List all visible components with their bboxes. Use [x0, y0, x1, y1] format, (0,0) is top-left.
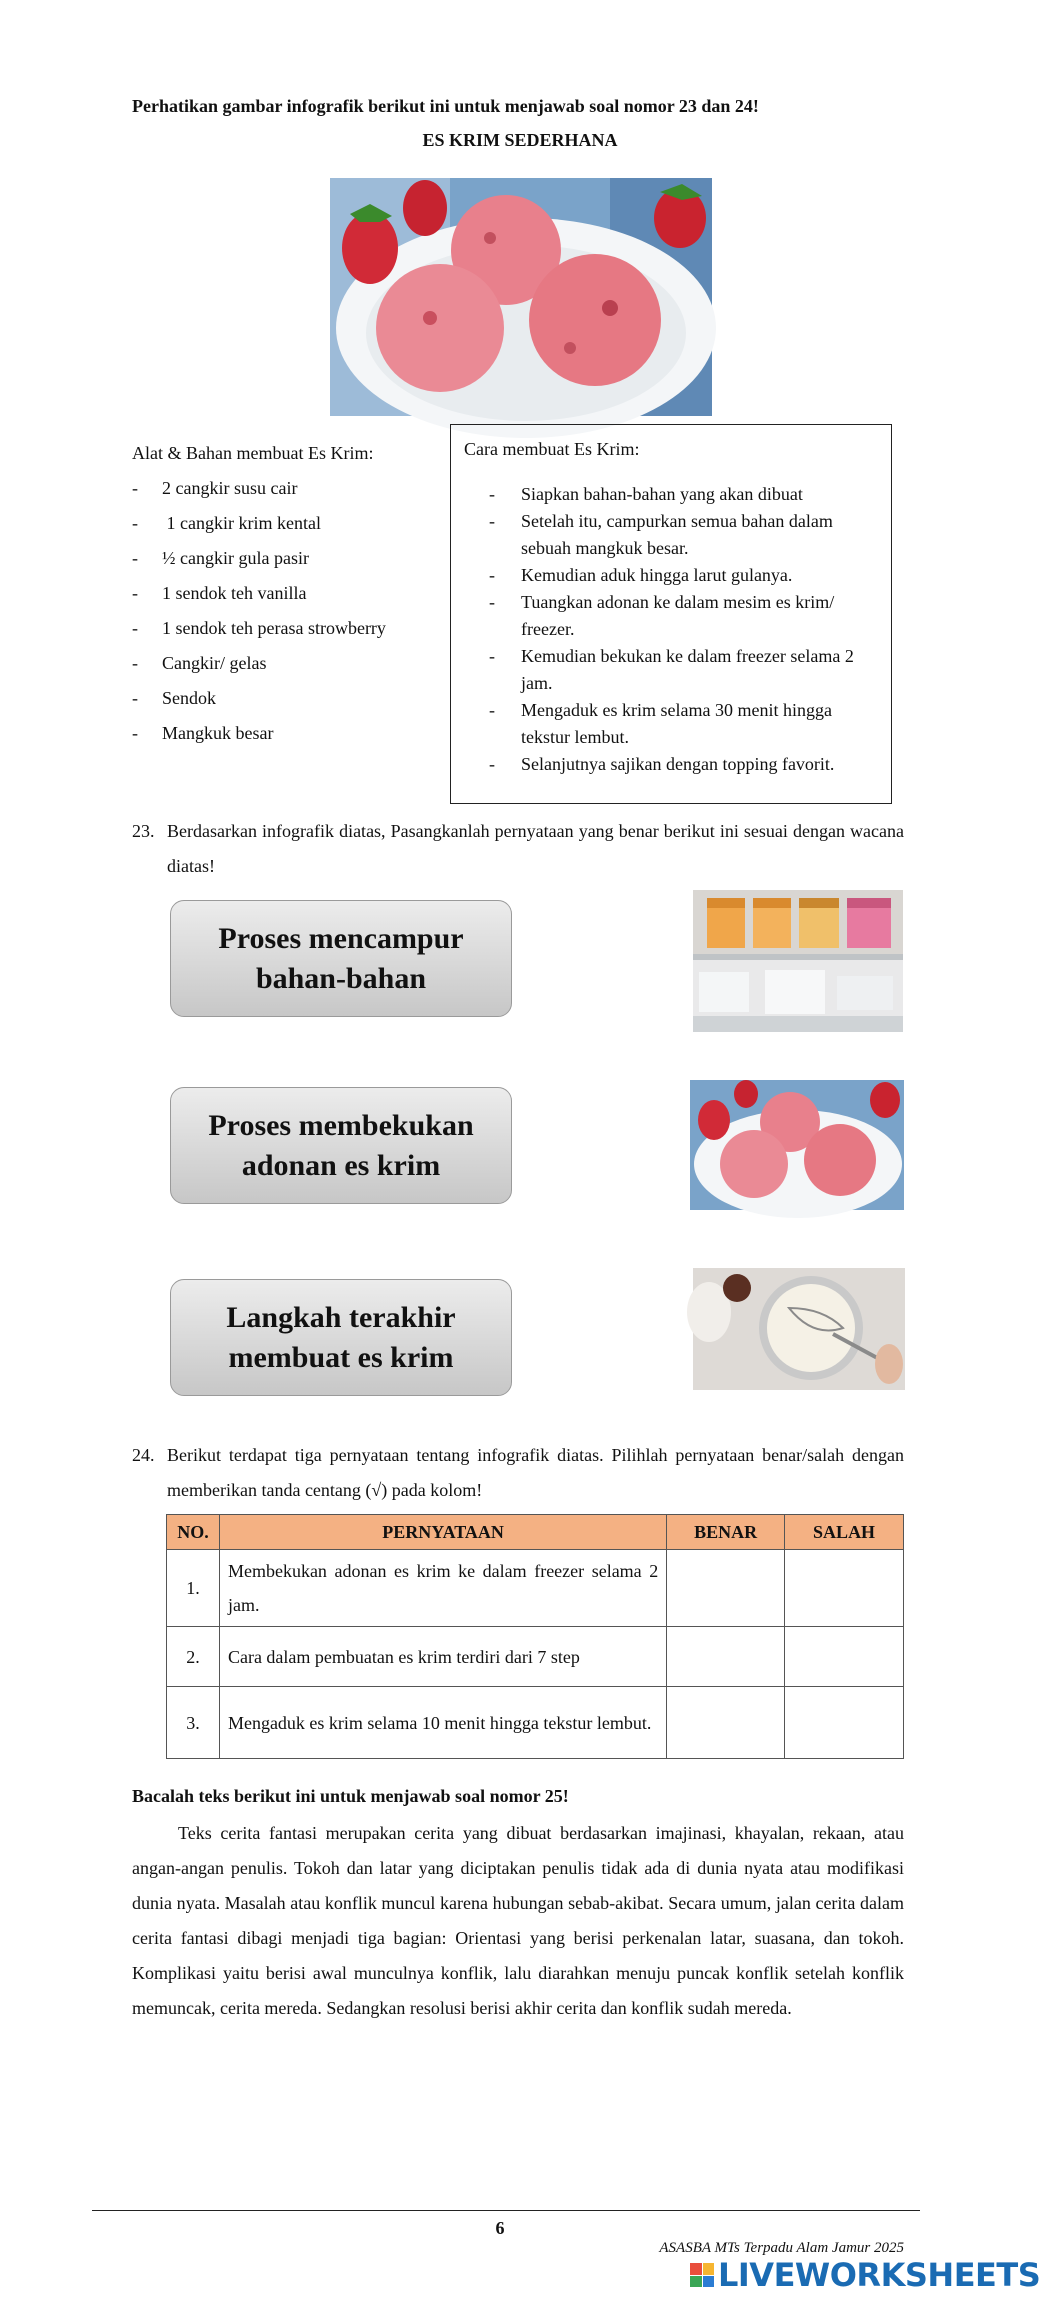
- list-item: - Setelah itu, campurkan semua bahan dalam sebuah mangkuk besar.: [489, 511, 833, 558]
- steps-box: [450, 424, 892, 804]
- infographic-title: ES KRIM SEDERHANA: [422, 130, 618, 150]
- brand-name: LIVEWORKSHEETS: [718, 2256, 1040, 2294]
- liveworksheets-logo[interactable]: [690, 2256, 1040, 2294]
- list-item: - 1 cangkir krim kental: [132, 513, 321, 533]
- question-number: 23.: [132, 821, 155, 841]
- list-item: - Selanjutnya sajikan dengan topping favorit.: [489, 754, 835, 774]
- list-item: - 1 sendok teh vanilla: [132, 583, 307, 603]
- instruction-text: Perhatikan gambar infografik berikut ini untuk menjawab soal nomor 23 dan 24!: [132, 96, 759, 116]
- school-footer: ASASBA MTs Terpadu Alam Jamur 2025: [659, 2240, 904, 2256]
- header-false: SALAH: [785, 1515, 904, 1550]
- question-text: Berdasarkan infografik diatas, Pasangkanlah pernyataan yang benar berikut ini sesuai dengan wacana diatas!: [167, 821, 904, 876]
- true-checkbox-cell[interactable]: [667, 1550, 785, 1627]
- match-card-mixing[interactable]: Proses mencampur bahan-bahan: [170, 900, 512, 1017]
- row-number: 1.: [167, 1550, 220, 1627]
- question-24: [132, 1438, 904, 1508]
- list-item: - 1 sendok teh perasa strowberry: [132, 618, 386, 638]
- ice-cream-bowl-photo[interactable]: [690, 1080, 904, 1210]
- mixing-bowl-photo[interactable]: [693, 1268, 905, 1390]
- page-number: 6: [495, 2218, 505, 2238]
- list-item: - 2 cangkir susu cair: [132, 478, 298, 498]
- question-text: Berikut terdapat tiga pernyataan tentang infografik diatas. Pilihlah pernyataan benar/salah dengan memberikan tanda centang (√) pada kolom!: [167, 1445, 904, 1500]
- ice-cream-photo: [330, 178, 712, 416]
- row-statement: Membekukan adonan es krim ke dalam freezer selama 2 jam.: [219, 1550, 666, 1627]
- row-number: 2.: [167, 1627, 220, 1687]
- header-no: NO.: [167, 1515, 220, 1550]
- liveworksheets-icon: [690, 2263, 714, 2287]
- table-row: [167, 1627, 904, 1687]
- row-number: 3.: [167, 1687, 220, 1759]
- list-item: - Cangkir/ gelas: [132, 653, 267, 673]
- reading-heading: Bacalah teks berikut ini untuk menjawab soal nomor 25!: [132, 1786, 569, 1806]
- list-item: - Tuangkan adonan ke dalam mesim es krim/ freezer.: [489, 592, 835, 639]
- list-item: - Mengaduk es krim selama 30 menit hingga tekstur lembut.: [489, 700, 832, 747]
- header-statement: PERNYATAAN: [219, 1515, 666, 1550]
- steps-list: [489, 481, 884, 778]
- reading-paragraph: Teks cerita fantasi merupakan cerita yang dibuat berdasarkan imajinasi, khayalan, rekaan, atau angan-angan penulis. Tokoh dan latar yang diciptakan penulis tidak ada di dunia nyata atau modifikasi dunia nyata. Masalah atau konflik muncul karena hubungan sebab-akibat. Secara umum, jalan cerita dalam cerita fantasi dibagi menjadi tiga bagian: Orientasi yang berisi perkenalan latar, suasana, dan tokoh. Komplikasi yaitu berisi awal munculnya konflik, lalu diarahkan menuju puncak konflik setelah konflik memuncak, cerita mereda. Sedangkan resolusi berisi akhir cerita dan konflik sudah mereda.: [132, 1823, 904, 2018]
- row-statement: Mengaduk es krim selama 10 menit hingga tekstur lembut.: [219, 1687, 666, 1759]
- row-statement: Cara dalam pembuatan es krim terdiri dari 7 step: [219, 1627, 666, 1687]
- ingredients-list: [132, 436, 432, 751]
- question-23: [132, 814, 904, 884]
- ingredients-heading: Alat & Bahan membuat Es Krim:: [132, 443, 374, 463]
- table-row: [167, 1550, 904, 1627]
- header-true: BENAR: [667, 1515, 785, 1550]
- match-card-final-step[interactable]: Langkah terakhir membuat es krim: [170, 1279, 512, 1396]
- list-item: - Kemudian bekukan ke dalam freezer selama 2 jam.: [489, 646, 854, 693]
- list-item: - ½ cangkir gula pasir: [132, 548, 309, 568]
- statement-table: [166, 1514, 904, 1759]
- false-checkbox-cell[interactable]: [785, 1627, 904, 1687]
- list-item: - Mangkuk besar: [132, 723, 274, 743]
- steps-heading: Cara membuat Es Krim:: [464, 439, 640, 459]
- true-checkbox-cell[interactable]: [667, 1687, 785, 1759]
- list-item: - Siapkan bahan-bahan yang akan dibuat: [489, 484, 803, 504]
- question-number: 24.: [132, 1445, 155, 1465]
- true-checkbox-cell[interactable]: [667, 1627, 785, 1687]
- match-card-freezing[interactable]: Proses membekukan adonan es krim: [170, 1087, 512, 1204]
- list-item: - Kemudian aduk hingga larut gulanya.: [489, 565, 793, 585]
- footer-divider: [92, 2210, 920, 2211]
- freezer-photo[interactable]: [693, 890, 903, 1032]
- false-checkbox-cell[interactable]: [785, 1550, 904, 1627]
- list-item: - Sendok: [132, 688, 216, 708]
- false-checkbox-cell[interactable]: [785, 1687, 904, 1759]
- table-row: [167, 1687, 904, 1759]
